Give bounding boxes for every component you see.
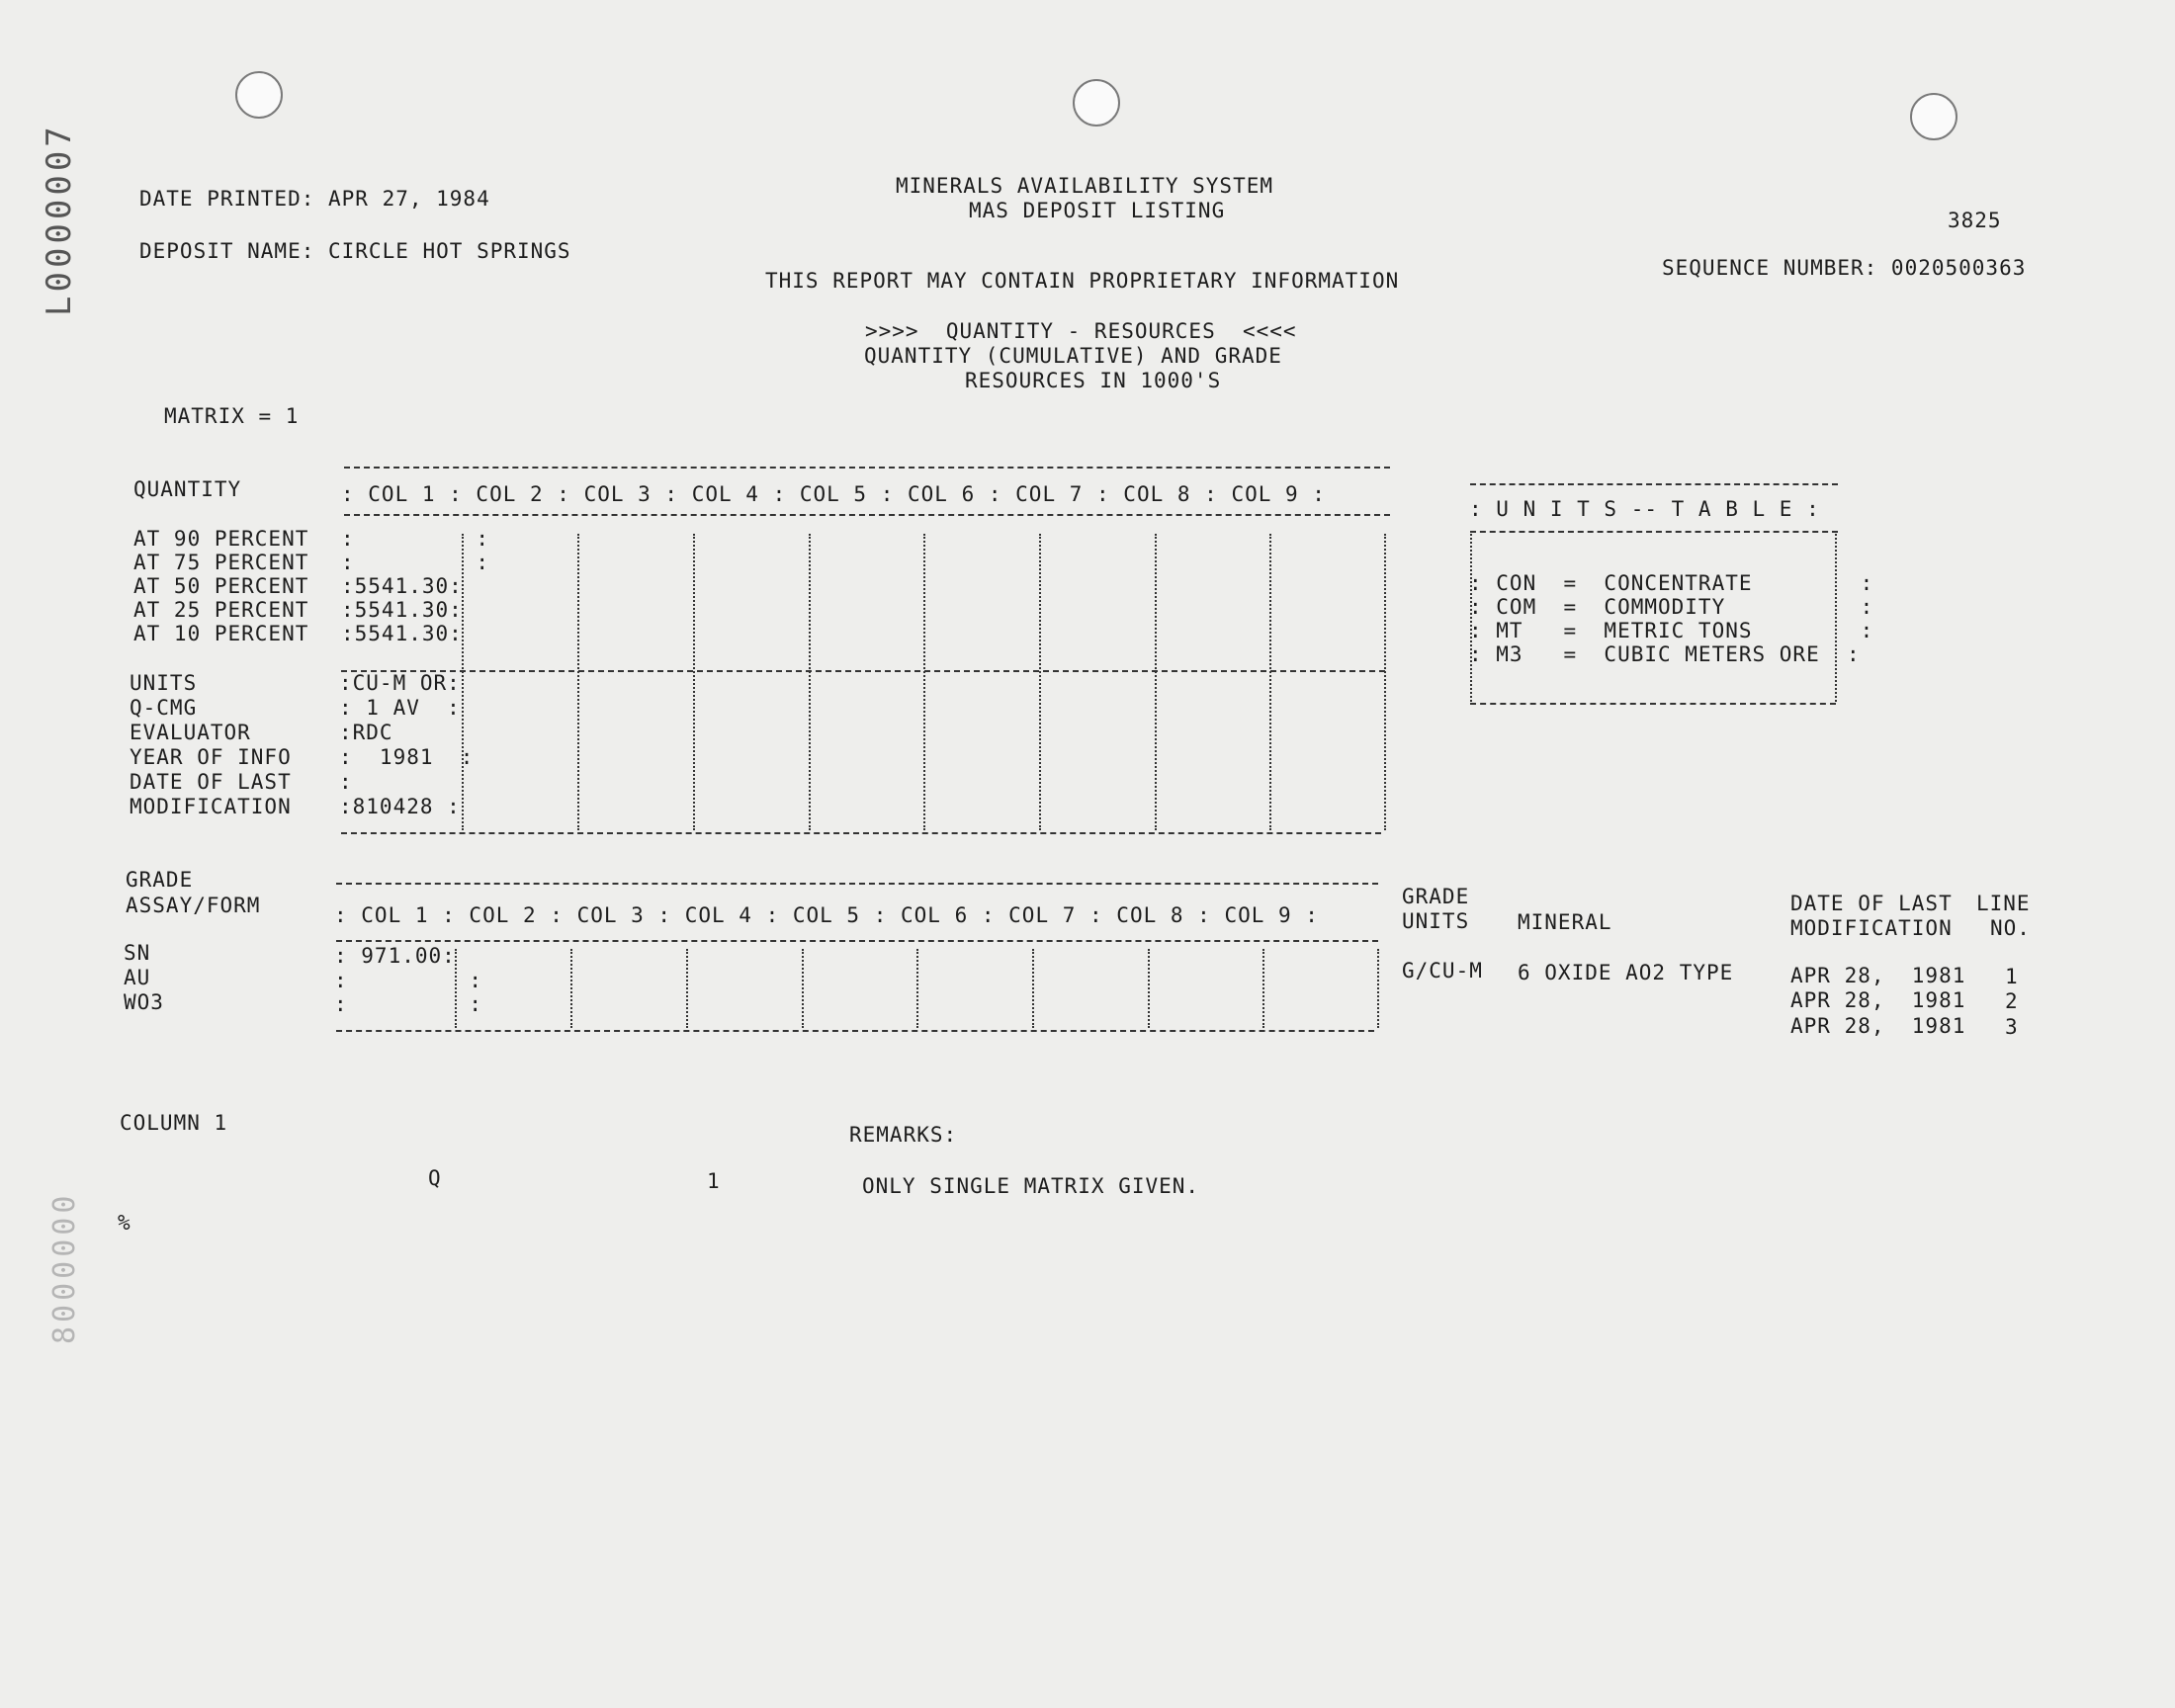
date-printed: DATE PRINTED: APR 27, 1984 [139,187,490,211]
grade-row-label: SN [124,941,151,965]
section-subtitle: QUANTITY (CUMULATIVE) AND GRADE [864,344,1282,368]
punch-hole [1910,93,1958,140]
column-separator [916,949,918,1028]
column-separator [809,534,811,830]
date-header: MODIFICATION [1790,916,1953,940]
info-row-label: YEAR OF INFO [130,745,292,769]
page-number: 3825 [1948,209,2002,232]
system-title: MINERALS AVAILABILITY SYSTEM [896,174,1274,198]
grade-row-date: APR 28, 1981 [1790,988,1966,1012]
column-separator [1384,534,1386,830]
divider [344,467,1390,469]
info-row-value: : [339,770,353,794]
units-table-border [1470,531,1838,533]
divider [336,1030,1374,1032]
column-separator [1032,949,1034,1028]
column-label: COLUMN 1 [120,1111,228,1135]
column-separator [693,534,695,830]
units-table-title: : U N I T S -- T A B L E : [1469,497,1820,521]
line-header: NO. [1990,916,2031,940]
grade-row-line: 2 [2005,989,2019,1013]
grade-row-value: : : [334,992,483,1016]
quantity-row-value: :5541.30: [341,574,463,598]
q-label: Q [428,1166,442,1190]
q-value: 1 [707,1169,721,1193]
quantity-row-label: AT 50 PERCENT [133,574,309,598]
column-separator [1269,534,1271,830]
column-separator [462,534,464,830]
column-separator [455,949,457,1028]
quantity-row-value: : : [341,551,490,574]
percent-sign: % [118,1211,131,1235]
column-separator [1155,534,1157,830]
section-title: >>>> QUANTITY - RESOURCES <<<< [865,319,1297,343]
column-separator [1039,534,1041,830]
sequence-number: SEQUENCE NUMBER: 0020500363 [1662,256,2027,280]
units-table-entry: : M3 = CUBIC METERS ORE : [1469,642,1861,666]
divider [341,832,1381,834]
grade-row-units: G/CU-M [1402,959,1483,982]
divider [336,883,1378,885]
column-separator [1377,949,1379,1028]
units-table-entry: : MT = METRIC TONS : [1469,619,1874,642]
proprietary-note: THIS REPORT MAY CONTAIN PROPRIETARY INFORMATION [765,269,1400,293]
info-row-value: : 1981 : [339,745,475,769]
quantity-columns-header: : COL 1 : COL 2 : COL 3 : COL 4 : COL 5 : COL 6 : COL 7 : COL 8 : COL 9 : [341,482,1326,506]
remarks-label: REMARKS: [849,1123,958,1147]
quantity-row-value: :5541.30: [341,622,463,645]
column-separator [802,949,804,1028]
matrix-label: MATRIX = 1 [164,404,300,428]
margin-code: L0000007 [40,123,79,316]
info-row-value: : 1 AV : [339,696,461,720]
info-row-label: EVALUATOR [130,721,251,744]
column-separator [1262,949,1264,1028]
grade-row-value: : 971.00: [334,944,456,968]
line-header: LINE [1976,892,2031,915]
listing-title: MAS DEPOSIT LISTING [969,199,1226,222]
column-separator [686,949,688,1028]
divider [336,940,1378,942]
grade-columns-header: : COL 1 : COL 2 : COL 3 : COL 4 : COL 5 : COL 6 : COL 7 : COL 8 : COL 9 : [334,903,1319,927]
info-row-label: DATE OF LAST [130,770,292,794]
quantity-row-label: AT 90 PERCENT [133,527,309,551]
units-table-entry: : COM = COMMODITY : [1469,595,1874,619]
punch-hole [235,71,283,119]
grade-units-header: GRADE [1402,885,1470,908]
units-table-entry: : CON = CONCENTRATE : [1469,571,1874,595]
quantity-row-label: AT 25 PERCENT [133,598,309,622]
units-table-border [1470,483,1838,485]
resources-units-note: RESOURCES IN 1000'S [965,369,1222,392]
grade-row-line: 3 [2005,1015,2019,1039]
divider [344,514,1390,516]
grade-row-mineral: 6 OXIDE AO2 TYPE [1518,961,1734,984]
grade-row-date: APR 28, 1981 [1790,964,1966,987]
units-table-border [1470,703,1836,705]
date-header: DATE OF LAST [1790,892,1953,915]
quantity-row-value: :5541.30: [341,598,463,622]
quantity-row-label: AT 75 PERCENT [133,551,309,574]
deposit-name: DEPOSIT NAME: CIRCLE HOT SPRINGS [139,239,571,263]
column-separator [570,949,572,1028]
grade-row-date: APR 28, 1981 [1790,1014,1966,1038]
info-row-value: :CU-M OR: [339,671,461,695]
quantity-row-label: AT 10 PERCENT [133,622,309,645]
units-table-border [1835,534,1837,702]
grade-row-value: : : [334,969,483,992]
info-row-value: :RDC [339,721,393,744]
punch-hole [1073,79,1120,127]
info-row-value: :810428 : [339,795,461,818]
grade-row-line: 1 [2005,965,2019,988]
grade-units-header: UNITS [1402,909,1470,933]
assay-form-label: ASSAY/FORM [126,894,261,917]
margin-code-faint: 8000000 [47,1191,82,1344]
units-table-border [1470,534,1472,702]
quantity-row-value: : : [341,527,490,551]
column-separator [1148,949,1150,1028]
divider [341,670,1385,672]
grade-row-label: AU [124,966,151,989]
grade-label: GRADE [126,868,194,892]
info-row-label: UNITS [130,671,198,695]
info-row-label: Q-CMG [130,696,198,720]
remarks-text: ONLY SINGLE MATRIX GIVEN. [862,1174,1200,1198]
quantity-label: QUANTITY [133,477,242,501]
column-separator [923,534,925,830]
column-separator [577,534,579,830]
grade-row-label: WO3 [124,990,164,1014]
mineral-header: MINERAL [1518,910,1612,934]
info-row-label: MODIFICATION [130,795,292,818]
